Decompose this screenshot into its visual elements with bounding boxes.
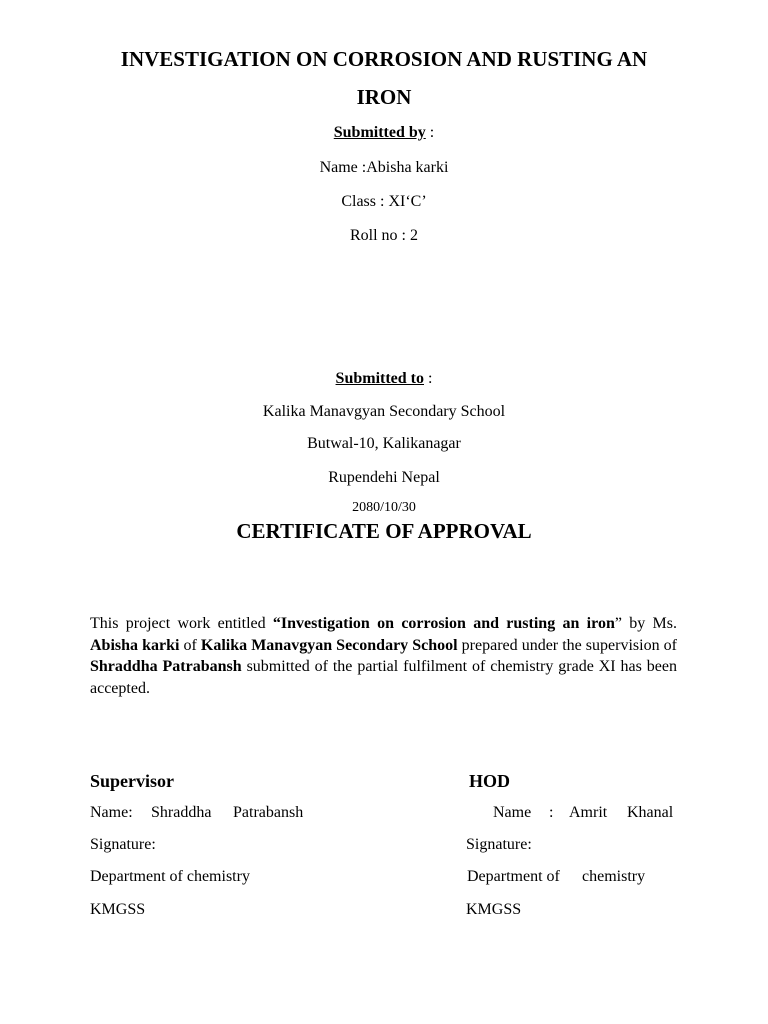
- approval-paragraph: [90, 613, 677, 699]
- hod-name-colon: :: [549, 804, 554, 821]
- supervisor-heading: Supervisor: [90, 771, 175, 791]
- supervisor-department: Department of chemistry: [90, 868, 250, 885]
- hod-signature: Signature:: [466, 836, 532, 853]
- hod-first-name: Amrit: [569, 804, 608, 821]
- supervisor-name-bold: Shraddha Patrabansh: [90, 658, 242, 675]
- student-name: Name :Abisha karki: [319, 159, 449, 176]
- hod-org: KMGSS: [466, 901, 522, 918]
- hod-heading: HOD: [469, 771, 511, 791]
- submission-date: 2080/10/30: [352, 500, 416, 515]
- document-title-line2: IRON: [356, 85, 412, 109]
- student-name-bold: Abisha karki: [90, 636, 180, 654]
- document-title-line1: INVESTIGATION ON CORROSION AND RUSTING AN: [120, 47, 648, 71]
- hod-name-label: Name: [493, 804, 532, 821]
- para-text-4: prepared under the supervision of: [457, 636, 677, 654]
- supervisor-signature: Signature:: [90, 836, 156, 853]
- supervisor-last-name: Patrabansh: [233, 804, 304, 821]
- submitted-by-heading: [0, 124, 768, 142]
- supervisor-name-label: Name:: [90, 804, 133, 821]
- school-name-bold: Kalika Manavgyan Secondary School: [200, 636, 458, 654]
- supervisor-org: KMGSS: [90, 901, 146, 918]
- school-address-2: Rupendehi Nepal: [328, 469, 440, 486]
- project-title: “Investigation on corrosion and rusting an iron: [272, 615, 615, 632]
- certificate-title: CERTIFICATE OF APPROVAL: [236, 519, 532, 543]
- para-text-2: ” by Ms.: [614, 615, 677, 632]
- hod-department-part2: chemistry: [582, 868, 646, 885]
- submitted-to-heading: [0, 370, 768, 388]
- para-text-5: submitted of the partial fulfilment of chemistry grade XI has been accepted.: [90, 658, 678, 697]
- student-roll: Roll no : 2: [349, 227, 418, 244]
- hod-last-name: Khanal: [627, 804, 674, 821]
- submitted-to-label: Submitted to: [335, 370, 424, 387]
- supervisor-first-name: Shraddha: [151, 804, 212, 821]
- para-text-1: This project work entitled: [90, 615, 273, 632]
- hod-department-part1: Department of: [467, 868, 560, 885]
- submitted-by-label: Submitted by: [333, 124, 426, 141]
- para-text-3: of: [179, 636, 201, 654]
- submitted-by-colon: :: [425, 124, 435, 141]
- school-address-1: Butwal-10, Kalikanagar: [307, 435, 461, 452]
- student-class: Class : XI‘C’: [341, 193, 427, 210]
- school-name: Kalika Manavgyan Secondary School: [262, 403, 506, 420]
- submitted-to-colon: :: [424, 370, 433, 387]
